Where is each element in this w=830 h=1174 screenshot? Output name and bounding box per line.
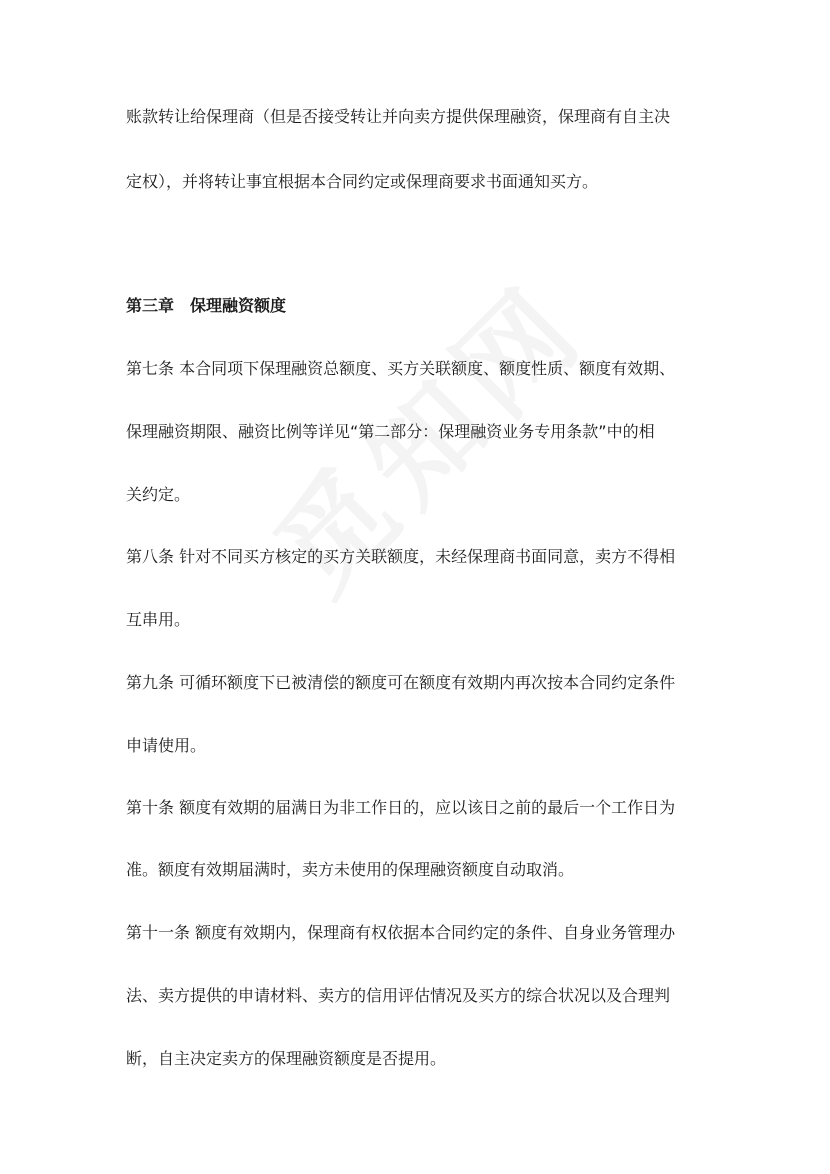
article-11-line: 断，自主决定卖方的保理融资额度是否提用。 [126, 1049, 447, 1068]
article-11-line: 法、卖方提供的申请材料、卖方的信用评估情况及买方的综合状况以及合理判 [126, 986, 671, 1005]
article-9-line: 第九条 可循环额度下已被清偿的额度可在额度有效期内再次按本合同约定条件 [126, 673, 676, 692]
article-7-line: 关约定。 [126, 485, 191, 504]
paragraph-line: 定权），并将转让事宜根据本合同约定或保理商要求书面通知买方。 [126, 172, 599, 191]
article-8-line: 互串用。 [126, 610, 191, 629]
article-7-line: 第七条 本合同项下保理融资总额度、买方关联额度、额度性质、额度有效期、 [126, 359, 676, 378]
paragraph-line: 账款转让给保理商（但是否接受转让并向卖方提供保理融资，保理商有自主决 [126, 107, 671, 126]
article-10-line: 准。额度有效期届满时，卖方未使用的保理融资额度自动取消。 [126, 860, 575, 879]
article-7-line: 保理融资期限、融资比例等详见“第二部分：保理融资业务专用条款”中的相 [126, 422, 655, 441]
article-10-line: 第十条 额度有效期的届满日为非工作日的，应以该日之前的最后一个工作日为 [126, 798, 676, 817]
article-11-line: 第十一条 额度有效期内，保理商有权依据本合同约定的条件、自身业务管理办 [126, 923, 676, 942]
article-9-line: 申请使用。 [126, 736, 207, 755]
chapter-heading: 第三章 保理融资额度 [126, 296, 287, 315]
article-8-line: 第八条 针对不同买方核定的买方关联额度，未经保理商书面同意，卖方不得相 [126, 547, 676, 566]
